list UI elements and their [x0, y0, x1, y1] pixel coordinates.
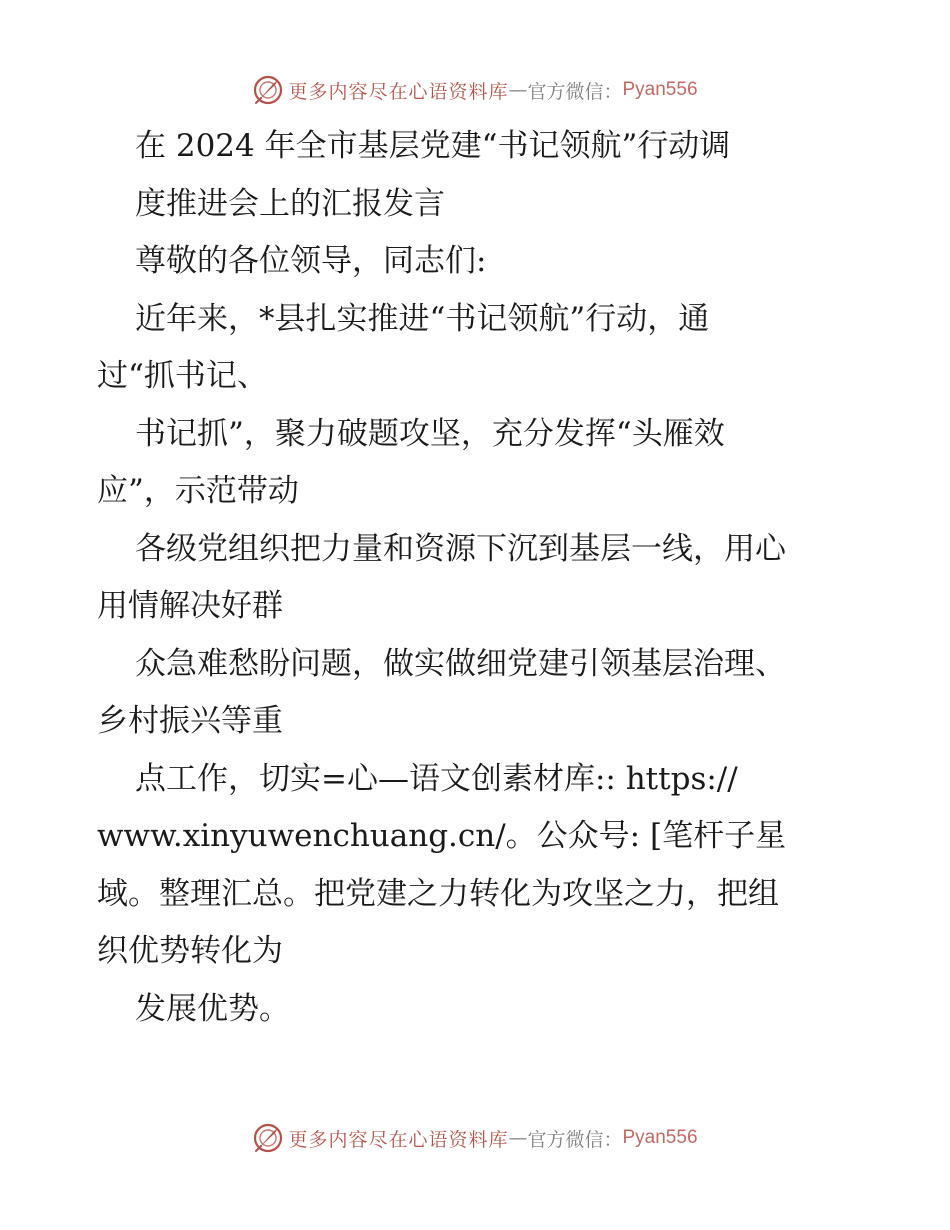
text-line: 域。整理汇总。把党建之力转化为攻坚之力，把组 [97, 875, 779, 912]
banner-contact-label: 官方微信： [527, 1128, 623, 1151]
text-line: www.xinyuwenchuang.cn/。公众号: [笔杆子星 [97, 818, 787, 854]
text-line: 用情解决好群 [97, 588, 283, 624]
text-line: 书记抓”，聚力破题攻坚，充分发挥“头雁效 [135, 415, 725, 452]
text-line: 乡村振兴等重 [97, 703, 283, 739]
banner-dash: — [508, 1127, 528, 1149]
text-line: 应”，示范带动 [97, 473, 299, 509]
text-line: 众急难愁盼问题，做实做细党建引领基层治理、 [135, 645, 786, 682]
banner-main-text: 更多内容尽在心语资料库 [288, 1128, 509, 1151]
banner-contact-id: Pyan556 [622, 1127, 698, 1148]
banner-contact-id: Pyan556 [622, 79, 698, 100]
text-line: 各级党组织把力量和资源下沉到基层一线，用心 [135, 530, 786, 567]
text-line: 过“抓书记、 [97, 358, 268, 394]
text-line: 度推进会上的汇报发言 [135, 185, 445, 222]
text-line: 近年来，*县扎实推进“书记领航”行动，通 [135, 300, 710, 337]
banner-dash: — [508, 79, 528, 101]
text-line: 织优势转化为 [97, 933, 283, 969]
text-line: 发展优势。 [135, 990, 290, 1027]
text-line: 点工作，切实=心—语文创素材库:: https:// [135, 760, 738, 797]
text-line: 在 2024 年全市基层党建“书记领航”行动调 [135, 128, 731, 164]
text-line: 尊敬的各位领导，同志们: [135, 243, 487, 279]
banner-main-text: 更多内容尽在心语资料库 [288, 80, 509, 103]
document-body [97, 118, 897, 1038]
footer-banner [0, 1118, 950, 1158]
banner-contact-label: 官方微信： [527, 80, 623, 103]
quill-pen-logo-icon [252, 74, 284, 106]
header-banner [0, 70, 950, 110]
quill-pen-logo-icon [252, 1122, 284, 1154]
